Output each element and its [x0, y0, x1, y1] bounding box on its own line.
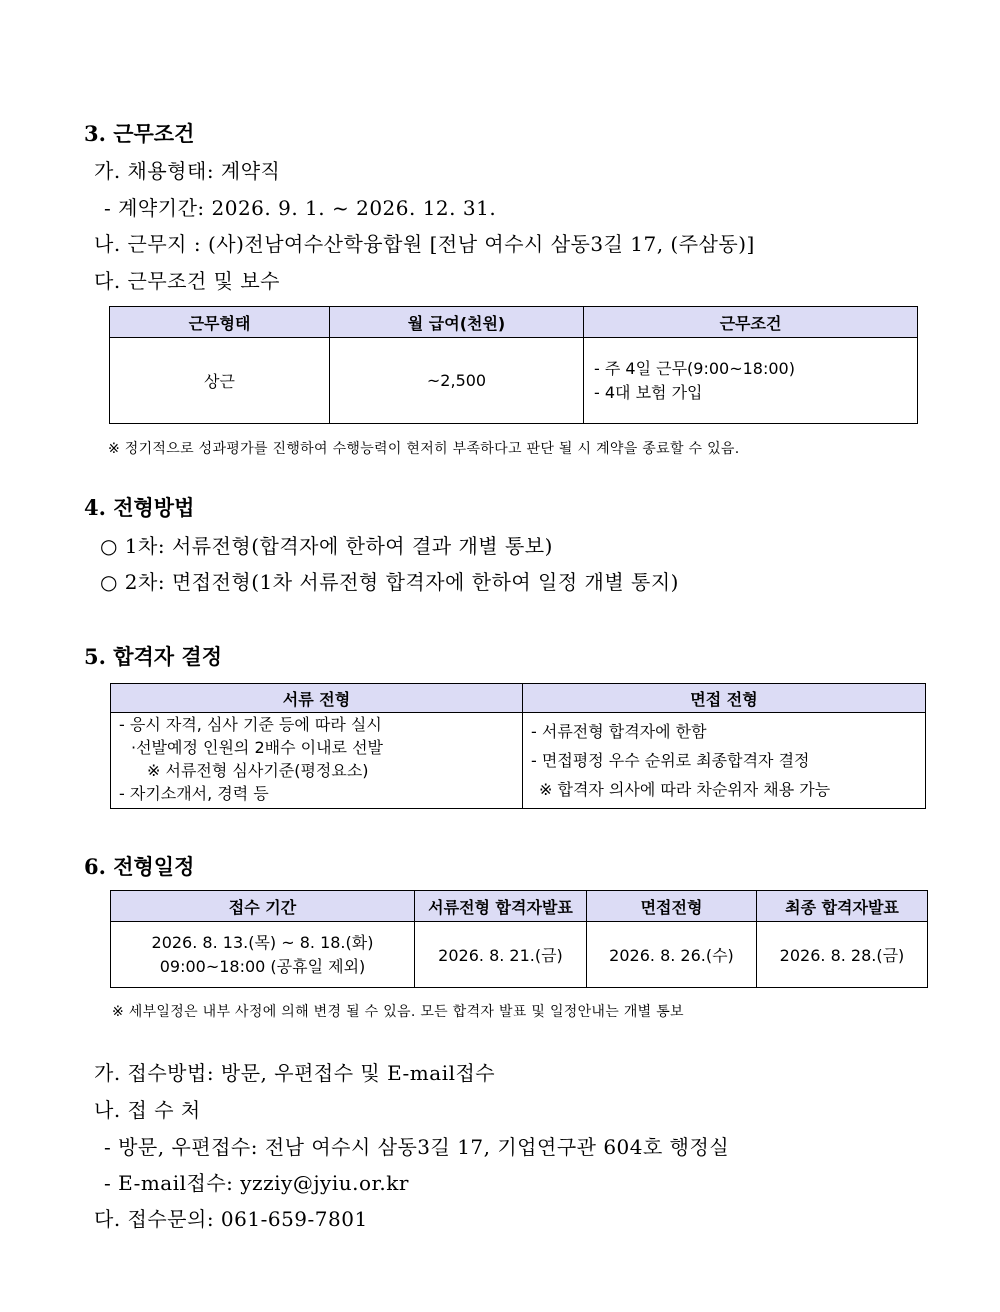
- period-hours: 09:00~18:00 (공휴일 제외): [159, 956, 366, 976]
- cell-monthly-pay: ~2,500: [330, 338, 584, 424]
- section-4-title: 4. 전형방법: [84, 495, 195, 520]
- document-criteria-line: ·선발예정 인원의 2배수 이내로 선발: [131, 738, 383, 757]
- application-address: - 방문, 우편접수: 전남 여수시 삼동3길 17, 기업연구관 604호 행정실: [104, 1135, 730, 1159]
- header-interview: 면접전형: [587, 891, 757, 922]
- interview-criteria-line: - 서류전형 합격자에 한함: [531, 722, 707, 741]
- section-5-title: 5. 합격자 결정: [84, 644, 222, 669]
- application-email: - E-mail접수: yzziy@jyiu.or.kr: [104, 1171, 409, 1195]
- period-dates: 2026. 8. 13.(목) ~ 8. 18.(화): [151, 932, 374, 952]
- employment-type: 가. 채용형태: 계약직: [94, 159, 281, 183]
- header-document-result: 서류전형 합격자발표: [415, 891, 587, 922]
- section-6-title: 6. 전형일정: [84, 854, 195, 879]
- condition-line: - 4대 보험 가입: [594, 382, 703, 402]
- contract-period: - 계약기간: 2026. 9. 1. ~ 2026. 12. 31.: [104, 196, 497, 220]
- cell-work-type: 상근: [110, 338, 330, 424]
- header-work-type: 근무형태: [110, 307, 330, 338]
- document-criteria-line: - 응시 자격, 심사 기준 등에 따라 실시: [119, 715, 382, 734]
- cell-interview-screening: [523, 713, 926, 809]
- interview-criteria-line: - 면접평정 우수 순위로 최종합격자 결정: [531, 751, 810, 770]
- header-monthly-pay: 월 급여(천원): [330, 307, 584, 338]
- cell-document-result: 2026. 8. 21.(금): [415, 922, 587, 988]
- evaluation-note: ※ 정기적으로 성과평가를 진행하여 수행능력이 현저히 부족하다고 판단 될 시 계약을 종료할 수 있음.: [108, 441, 740, 457]
- header-final-result: 최종 합격자발표: [757, 891, 928, 922]
- condition-line: - 주 4일 근무(9:00~18:00): [594, 358, 795, 378]
- section-3-title: 3. 근무조건: [84, 121, 195, 146]
- cell-application-period: [111, 922, 415, 988]
- work-location: 나. 근무지 : (사)전남여수산학융합원 [전남 여수시 삼동3길 17, (주삼동)]: [94, 232, 755, 256]
- work-conditions-heading: 다. 근무조건 및 보수: [94, 269, 280, 293]
- interview-criteria-line: ※ 합격자 의사에 따라 차순위자 채용 가능: [539, 780, 831, 799]
- selection-step-2: ○ 2차: 면접전형(1차 서류전형 합격자에 한하여 일정 개별 통지): [100, 570, 679, 594]
- header-document-screening: 서류 전형: [111, 684, 523, 713]
- cell-conditions: [584, 338, 918, 424]
- work-conditions-table: [109, 306, 918, 424]
- document-criteria-line: ※ 서류전형 심사기준(평정요소): [147, 761, 369, 780]
- selection-step-1: ○ 1차: 서류전형(합격자에 한하여 결과 개별 통보): [100, 534, 553, 558]
- schedule-note: ※ 세부일정은 내부 사정에 의해 변경 될 수 있음. 모든 합격자 발표 및 일정안내는 개별 통보: [112, 1004, 684, 1020]
- application-contact: 다. 접수문의: 061-659-7801: [94, 1207, 368, 1231]
- header-interview-screening: 면접 전형: [523, 684, 926, 713]
- cell-final-result: 2026. 8. 28.(금): [757, 922, 928, 988]
- application-place-heading: 나. 접 수 처: [94, 1098, 201, 1122]
- cell-interview: 2026. 8. 26.(수): [587, 922, 757, 988]
- schedule-table: [110, 890, 928, 988]
- header-application-period: 접수 기간: [111, 891, 415, 922]
- document-criteria-line: - 자기소개서, 경력 등: [119, 784, 269, 803]
- application-method: 가. 접수방법: 방문, 우편접수 및 E-mail접수: [94, 1061, 496, 1085]
- cell-document-screening: [111, 713, 523, 809]
- header-conditions: 근무조건: [584, 307, 918, 338]
- decision-table: [110, 683, 926, 809]
